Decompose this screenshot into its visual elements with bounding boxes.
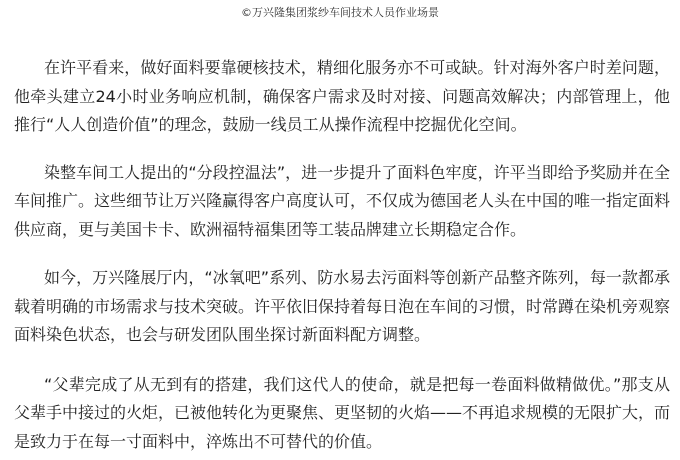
paragraph-1: 在许平看来，做好面料要靠硬核技术，精细化服务亦不可或缺。针对海外客户时差问题，他牵头建立24小时业务响应机制，确保客户需求及时对接、问题高效解决；内部管理上，他推行“人人创造价值”的理念，鼓励一线员工从操作流程中挖掘优化空间。 (14, 58, 670, 134)
paragraph-2: 染整车间工人提出的“分段控温法”，进一步提升了面料色牢度，许平当即给予奖励并在全车间推广。这些细节让万兴隆赢得客户高度认可，不仅成为德国老人头在中国的唯一指定面料供应商，更与美国卡卡、欧洲福特福集团等工装品牌建立长期稳定合作。 (14, 162, 671, 239)
paragraph-4: “父辈完成了从无到有的搭建，我们这代人的使命，就是把每一卷面料做精做优。”那支从父辈手中接过的火炬，已被他转化为更聚焦、更坚韧的火焰——不再追求规模的无限扩大，而是致力于在每一寸面料中，淬炼出不可替代的价值。 (14, 374, 671, 451)
paragraph-3: 如今，万兴隆展厅内，“冰氧吧”系列、防水易去污面料等创新产品整齐陈列，每一款都承载着明确的市场需求与技术突破。许平依旧保持着每日泡在车间的习惯，时常蹲在染机旁观察面料染色状态，也会与研发团队围坐探讨新面料配方调整。 (14, 268, 671, 344)
article-body (14, 54, 670, 456)
image-caption: ©万兴隆集团浆纱车间技术人员作业场景 (241, 6, 439, 19)
